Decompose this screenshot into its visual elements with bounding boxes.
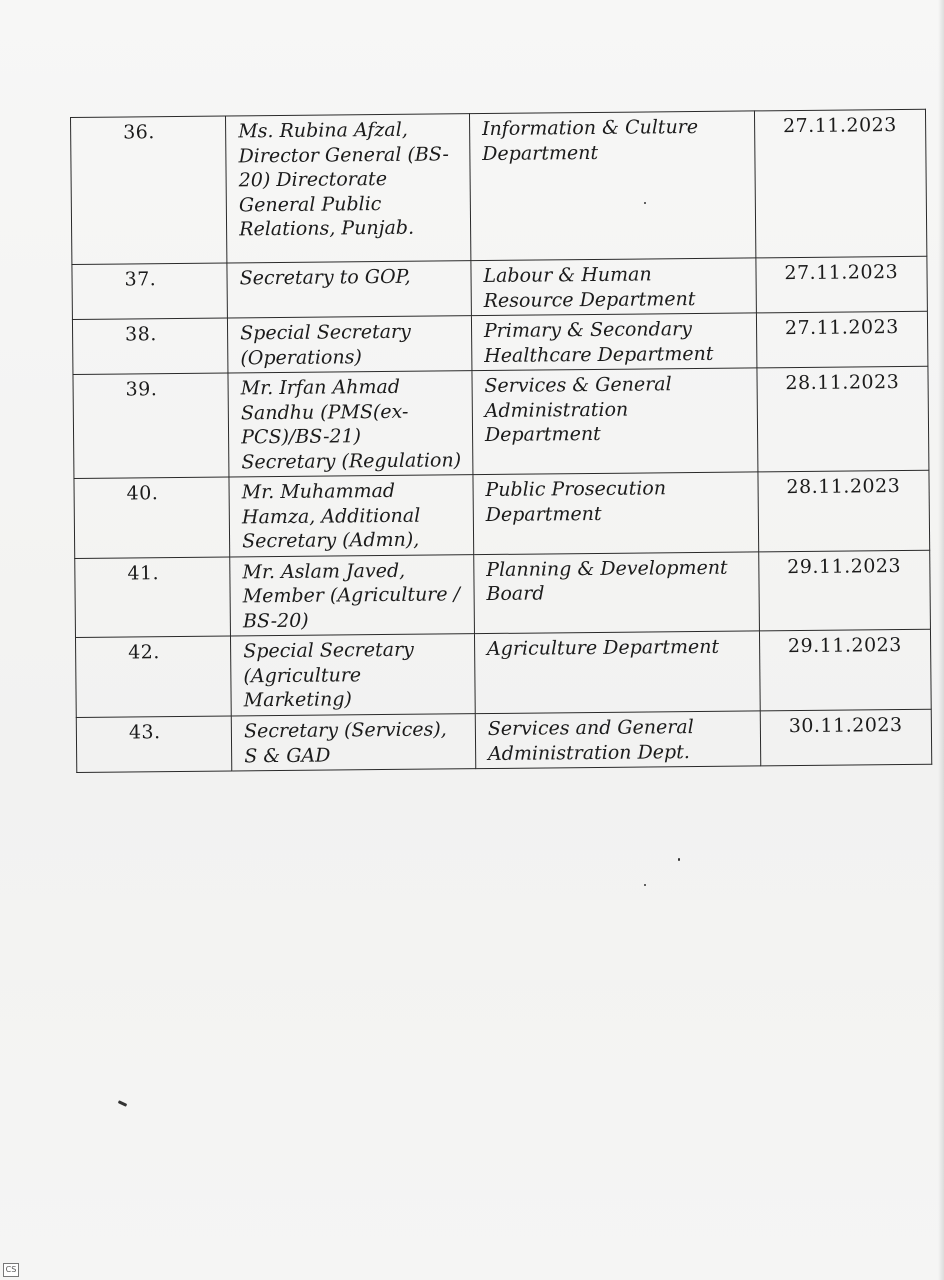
page-edge-shadow (938, 0, 944, 1280)
department-text: Information & Culture Department (481, 115, 699, 165)
officer-cell (231, 714, 475, 771)
department-text: Agriculture Department (486, 635, 720, 661)
officer-text: Ms. Rubina Afzal, Director General (BS- 20) Directorate General Public Relations, Punjab. (238, 118, 450, 241)
serial-number-cell: 40. (74, 477, 230, 558)
scan-speck (678, 858, 680, 861)
officer-cell (230, 554, 475, 636)
officer-text: Mr. Irfan Ahmad Sandhu (PMS(ex- PCS)/BS-21) Secretary (Regulation) (240, 375, 462, 473)
table-row (72, 256, 927, 319)
department-text: Services and General Administration Dept. (487, 716, 694, 765)
department-text: Planning & Development Board (486, 556, 728, 606)
table-row (74, 470, 930, 558)
table-row (71, 109, 927, 264)
department-cell (473, 472, 758, 554)
officer-text: Mr. Aslam Javed, Member (Agriculture / BS-20) (242, 559, 461, 632)
officer-cell (228, 316, 472, 373)
department-cell (475, 711, 760, 769)
date-cell: 27.11.2023 (755, 256, 927, 313)
date-cell: 29.11.2023 (758, 550, 930, 631)
table-row (72, 311, 927, 374)
officer-text: Special Secretary (Operations) (240, 320, 411, 369)
department-cell (474, 551, 759, 633)
date-cell: 27.11.2023 (756, 311, 928, 368)
notification-table (70, 109, 932, 773)
serial-number-cell: 43. (76, 716, 232, 772)
date-cell: 30.11.2023 (760, 709, 932, 766)
serial-number-cell: 41. (75, 556, 231, 637)
date-cell: 29.11.2023 (759, 629, 931, 711)
notification-table-body (71, 109, 932, 772)
table-row (76, 709, 931, 772)
officer-text: Secretary (Services), S & GAD (243, 718, 447, 767)
date-cell: 28.11.2023 (758, 470, 930, 551)
officer-text: Special Secretary (Agriculture Marketing) (243, 638, 414, 712)
scan-speck (644, 884, 646, 886)
date-cell: 28.11.2023 (757, 366, 929, 472)
department-cell (471, 313, 756, 371)
officer-cell (228, 371, 473, 477)
officer-text: Mr. Muhammad Hamza, Additional Secretary (Admn), (241, 479, 421, 553)
department-cell (474, 631, 759, 714)
table-row (75, 629, 931, 717)
scanner-logo-icon: CS (3, 1263, 19, 1277)
table-row (75, 550, 931, 638)
department-text: Primary & Secondary Healthcare Department (483, 318, 714, 367)
department-text: Public Prosecution Department (485, 477, 667, 526)
serial-number-cell: 37. (72, 263, 228, 319)
officer-cell (226, 114, 471, 263)
serial-number-cell: 38. (72, 318, 228, 374)
date-cell: 27.11.2023 (754, 109, 927, 258)
department-cell (469, 111, 755, 261)
scan-speck (644, 202, 646, 204)
officer-cell (227, 261, 471, 318)
table-row (73, 366, 929, 478)
officer-text: Secretary to GOP, (239, 265, 411, 290)
department-cell (471, 258, 756, 316)
department-cell (472, 368, 758, 475)
officer-cell (229, 475, 474, 557)
serial-number-cell: 42. (75, 636, 231, 717)
department-text: Labour & Human Resource Department (483, 263, 696, 312)
serial-number-cell: 39. (73, 373, 229, 478)
scan-speck (118, 1100, 127, 1107)
serial-number-cell: 36. (71, 116, 228, 264)
officer-cell (231, 634, 476, 716)
department-text: Services & General Administration Department (484, 373, 672, 447)
